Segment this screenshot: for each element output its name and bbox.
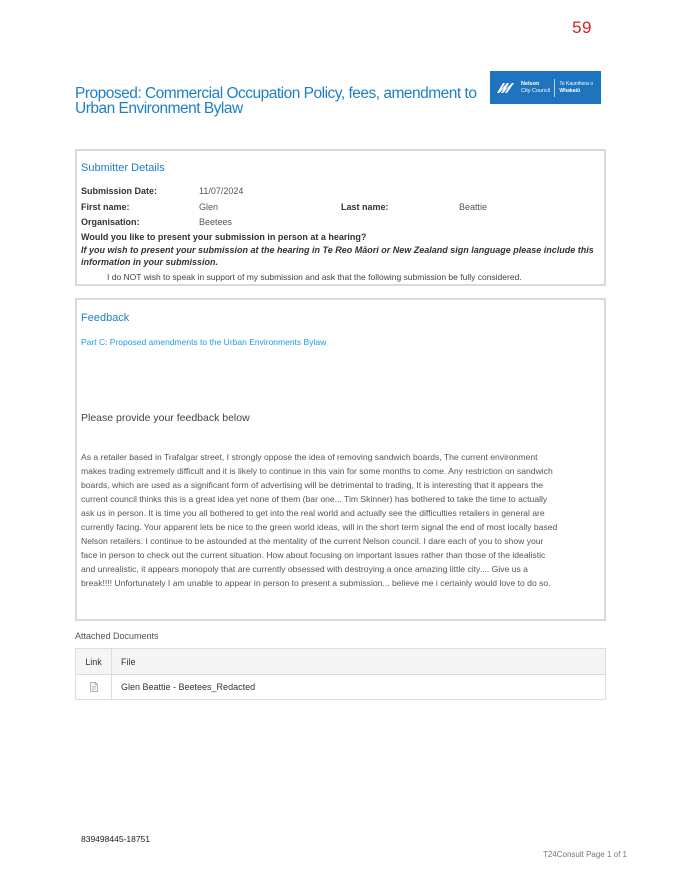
logo-maori-name: [559, 81, 593, 95]
nelson-city-council-logo: [490, 71, 601, 104]
organisation-value: Beetees: [199, 217, 233, 227]
logo-line-1: Nelson: [521, 80, 540, 87]
logo-maori-line-1: Te Kaunihera o: [559, 80, 593, 87]
last-name-label: Last name:: [341, 202, 389, 212]
hearing-question: Would you like to present your submission in person at a hearing?: [81, 232, 367, 242]
organisation-label: Organisation:: [81, 217, 140, 227]
document-id: 839498445-18751: [81, 834, 151, 844]
feedback-panel: [75, 298, 606, 621]
logo-name: [521, 81, 550, 95]
logo-divider: [554, 79, 555, 97]
file-column-header: File: [121, 656, 136, 667]
attachment-file-name[interactable]: Glen Beattie - Beetees_Redacted: [121, 682, 256, 692]
submission-date-label: Submission Date:: [81, 186, 158, 196]
feedback-body: As a retailer based in Trafalgar street, I strongly oppose the idea of removing sandwich boards, The current environment makes trading extremely difficult and it is likely to continue in this vain for some months to come. Any restriction on sandwich boards, which are used as a significant form of advertising will be detrimental to trading, It is interesting that it appears the current council thinks this is a great idea yet none of them (bar one... Tim Skinner) has bothered to take the time to actually ask us in person. It is time you all bothered to get into the real world and actually see the difficulties retailers in general are currently facing. Your apparent lets be nice to the green world ideas, will in the short term signal the end of most locally based Nelson retailers. I continue to be astounded at the mentality of the current Nelson council. I dare each of you to show your face in person to check out the current situation. How about focusing on important issues rather than those of the idealistic and unrealistic, it appears monopoly that are currently obsessed with destroying a once amazing little city.... Give us a break!!!! Unfortunately I am unable to appear in person to present a submission... believe me i certainly would love to do so.: [81, 452, 558, 588]
attached-table-header: [76, 649, 605, 675]
document-icon[interactable]: [90, 682, 98, 692]
logo-maori-line-2: Whakatū: [559, 87, 581, 94]
first-name-label: First name:: [81, 202, 130, 212]
table-row: [76, 675, 605, 699]
feedback-heading: Feedback: [81, 312, 130, 324]
attached-documents-table: [75, 648, 606, 700]
hearing-note: If you wish to present your submission at the hearing in Te Reo Māori or New Zealand sign language please include this information in your submission.: [81, 245, 594, 267]
submitter-details-panel: [75, 149, 606, 286]
submitter-details-heading: Submitter Details: [81, 162, 165, 174]
last-name-value: Beattie: [459, 202, 488, 212]
feedback-part-link[interactable]: Part C: Proposed amendments to the Urban Environments Bylaw: [81, 337, 327, 347]
submission-date-value: 11/07/2024: [199, 186, 244, 196]
page-number: 59: [572, 18, 592, 37]
page-info: T24Consult Page 1 of 1: [542, 850, 627, 859]
feedback-prompt: Please provide your feedback below: [81, 412, 250, 424]
attached-documents-title: Attached Documents: [75, 631, 159, 641]
document-title: Proposed: Commercial Occupation Policy, fees, amendment to Urban Environment Bylaw: [75, 85, 477, 117]
link-column-header: Link: [76, 649, 112, 674]
first-name-value: Glen: [199, 202, 219, 212]
hearing-answer: I do NOT wish to speak in support of my submission and ask that the following submission be fully considered.: [107, 272, 522, 282]
logo-line-2: City Council: [521, 87, 551, 94]
attachment-link-cell: [76, 675, 112, 699]
council-logo-icon: [495, 77, 517, 99]
